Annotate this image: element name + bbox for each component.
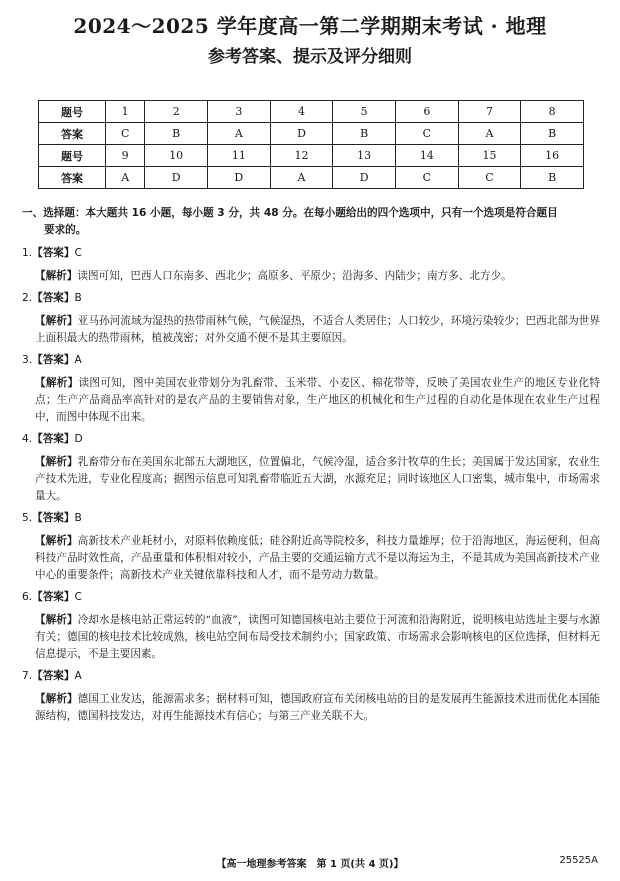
answer-cell: C <box>106 123 145 145</box>
answer-line <box>22 290 600 307</box>
explanation-tag: 【解析】 <box>35 456 78 468</box>
question-number-cell: 13 <box>333 145 396 167</box>
question-number: 7. <box>22 670 33 682</box>
answer-cell: A <box>270 167 333 189</box>
answer-value: A <box>74 354 82 366</box>
question-number-cell: 4 <box>270 101 333 123</box>
explanation-text: 乳畜带分布在美国东北部五大湖地区，位置偏北，气候冷湿，适合多汁牧草的生长；美国属于发达国家，农业生产技术先进，专业化程度高；据图示信息可知乳畜带临近五大湖，水源充足；同时该地区人口密集，城市集中，市场需求量大。 <box>35 456 601 502</box>
question-number-cell: 6 <box>395 101 458 123</box>
answer-line <box>22 668 600 685</box>
table-row-answers-1 <box>39 123 584 145</box>
answer-tag: 【答案】 <box>32 433 75 445</box>
answer-tag: 【答案】 <box>32 354 75 366</box>
answer-cell: D <box>208 167 271 189</box>
answer-cell: B <box>333 123 396 145</box>
explanation-tag: 【解析】 <box>35 377 79 389</box>
explanation <box>22 691 600 725</box>
answer-value: C <box>74 247 82 259</box>
question-number: 3. <box>22 354 33 366</box>
question-number-cell: 5 <box>333 101 396 123</box>
footer-label: 【高一地理参考答案 第 1 页(共 4 页)】 <box>216 859 404 870</box>
answer-value: B <box>74 512 82 524</box>
answer-cell: D <box>270 123 333 145</box>
answer-line <box>22 510 600 527</box>
question-number-cell: 10 <box>145 145 208 167</box>
explanation-text: 亚马孙河流域为湿热的热带雨林气候，气候湿热，不适合人类居住；人口较少，环境污染较少；巴西北部为世界上面积最大的热带雨林，植被茂密；对外交通不便不是其主要原因。 <box>35 315 601 344</box>
answer-cell: D <box>145 167 208 189</box>
answer-cell: B <box>145 123 208 145</box>
document-code: 25525A <box>559 855 598 866</box>
question-number-cell: 16 <box>521 145 584 167</box>
question-item <box>22 290 600 347</box>
answer-cell: C <box>395 167 458 189</box>
question-number-cell: 12 <box>270 145 333 167</box>
question-number-cell: 8 <box>521 101 584 123</box>
explanation-text: 读图可知，巴西人口东南多、西北少；高原多、平原少；沿海多、内陆少；南方多、北方少。 <box>77 270 512 282</box>
explanation <box>22 268 600 285</box>
explanation-text: 德国工业发达，能源需求多；据材料可知，德国政府宣布关闭核电站的目的是发展再生能源技术进而优化本国能源结构，德国科技发达，对再生能源技术有信心；与第三产业关联不大。 <box>35 693 601 722</box>
answer-tag: 【答案】 <box>32 670 75 682</box>
answer-cell: B <box>521 123 584 145</box>
question-number: 1. <box>22 247 33 259</box>
section-intro: 一、选择题：本大题共 16 小题，每小题 3 分，共 48 分。在每小题给出的四个选项中，只有一个选项是符合题目 <box>22 207 558 219</box>
question-number: 6. <box>22 591 33 603</box>
explanation <box>22 313 600 347</box>
answer-table <box>38 100 584 189</box>
explanation-tag: 【解析】 <box>35 270 78 282</box>
answer-value: D <box>74 433 83 445</box>
answer-cell: B <box>521 167 584 189</box>
question-number-cell: 1 <box>106 101 145 123</box>
answer-cell: A <box>106 167 145 189</box>
question-item <box>22 510 600 584</box>
question-number-cell: 2 <box>145 101 208 123</box>
question-item <box>22 668 600 725</box>
question-number: 5. <box>22 512 33 524</box>
explanation-text: 读图可知，图中美国农业带划分为乳畜带、玉米带、小麦区、棉花带等，反映了美国农业生产的地区专业化特点；生产产品商品率高针对的是农产品的主要销售对象，生产地区的机械化和生产过程的自动化是体现在农业生产过程中，而图中体现不出来。 <box>35 377 600 423</box>
explanation-tag: 【解析】 <box>35 614 78 626</box>
question-item <box>22 589 600 663</box>
row-label-number: 题号 <box>39 101 106 123</box>
answer-line <box>22 245 600 262</box>
answer-cell: A <box>208 123 271 145</box>
answer-tag: 【答案】 <box>32 512 75 524</box>
row-label-answer: 答案 <box>39 123 106 145</box>
explanation-text: 高新技术产业耗材小，对原料依赖度低；硅谷附近高等院校多，科技力量雄厚；位于沿海地区，海运便利，但高科技产品时效性高，产品重量和体积相对较小，产品主要的交通运输方式不是以海运为主，不是其成为美国高新技术产业中心的重要条件；高新技术产业关键依靠科技和人才，而不是劳动力数量。 <box>35 535 601 581</box>
answer-tag: 【答案】 <box>32 591 75 603</box>
page-title: 2024～2025 学年度高一第二学期期末考试 · 地理 <box>73 14 547 38</box>
answer-cell: A <box>458 123 521 145</box>
question-number: 2. <box>22 292 33 304</box>
explanation <box>22 454 600 505</box>
question-number-cell: 11 <box>208 145 271 167</box>
section-intro-continued: 要求的。 <box>44 224 87 236</box>
section-heading <box>22 205 600 239</box>
question-number-cell: 14 <box>395 145 458 167</box>
table-row-numbers-2 <box>39 145 584 167</box>
table-row-answers-2 <box>39 167 584 189</box>
answer-line <box>22 589 600 606</box>
answer-line <box>22 431 600 448</box>
question-number: 4. <box>22 433 33 445</box>
row-label-number: 题号 <box>39 145 106 167</box>
answer-value: B <box>74 292 82 304</box>
explanation <box>22 533 600 584</box>
answer-cell: C <box>395 123 458 145</box>
question-number-cell: 15 <box>458 145 521 167</box>
row-label-answer: 答案 <box>39 167 106 189</box>
explanation-tag: 【解析】 <box>35 535 78 547</box>
explanation-tag: 【解析】 <box>35 315 78 327</box>
question-number-cell: 9 <box>106 145 145 167</box>
explanation <box>22 375 600 426</box>
explanation-text: 冷却水是核电站正常运转的“血液”，读图可知德国核电站主要位于河流和沿海附近，说明核电站选址主要与水源有关；德国的核电技术比较成熟，核电站空间布局受技术制约小；国家政策、市场需求会影响核电的区位选择，但材料无信息提示，不是主要因素。 <box>35 614 601 660</box>
table-row-numbers-1 <box>39 101 584 123</box>
answer-value: A <box>74 670 82 682</box>
explanation <box>22 612 600 663</box>
question-item <box>22 352 600 426</box>
answer-tag: 【答案】 <box>32 292 75 304</box>
answer-line <box>22 352 600 369</box>
question-item <box>22 245 600 285</box>
question-number-cell: 3 <box>208 101 271 123</box>
answer-tag: 【答案】 <box>32 247 75 259</box>
answer-cell: C <box>458 167 521 189</box>
page-footer <box>0 855 620 870</box>
question-number-cell: 7 <box>458 101 521 123</box>
question-item <box>22 431 600 505</box>
page-subtitle: 参考答案、提示及评分细则 <box>208 47 412 67</box>
explanation-tag: 【解析】 <box>35 693 78 705</box>
answer-value: C <box>74 591 82 603</box>
answer-content <box>22 205 600 730</box>
answer-cell: D <box>333 167 396 189</box>
